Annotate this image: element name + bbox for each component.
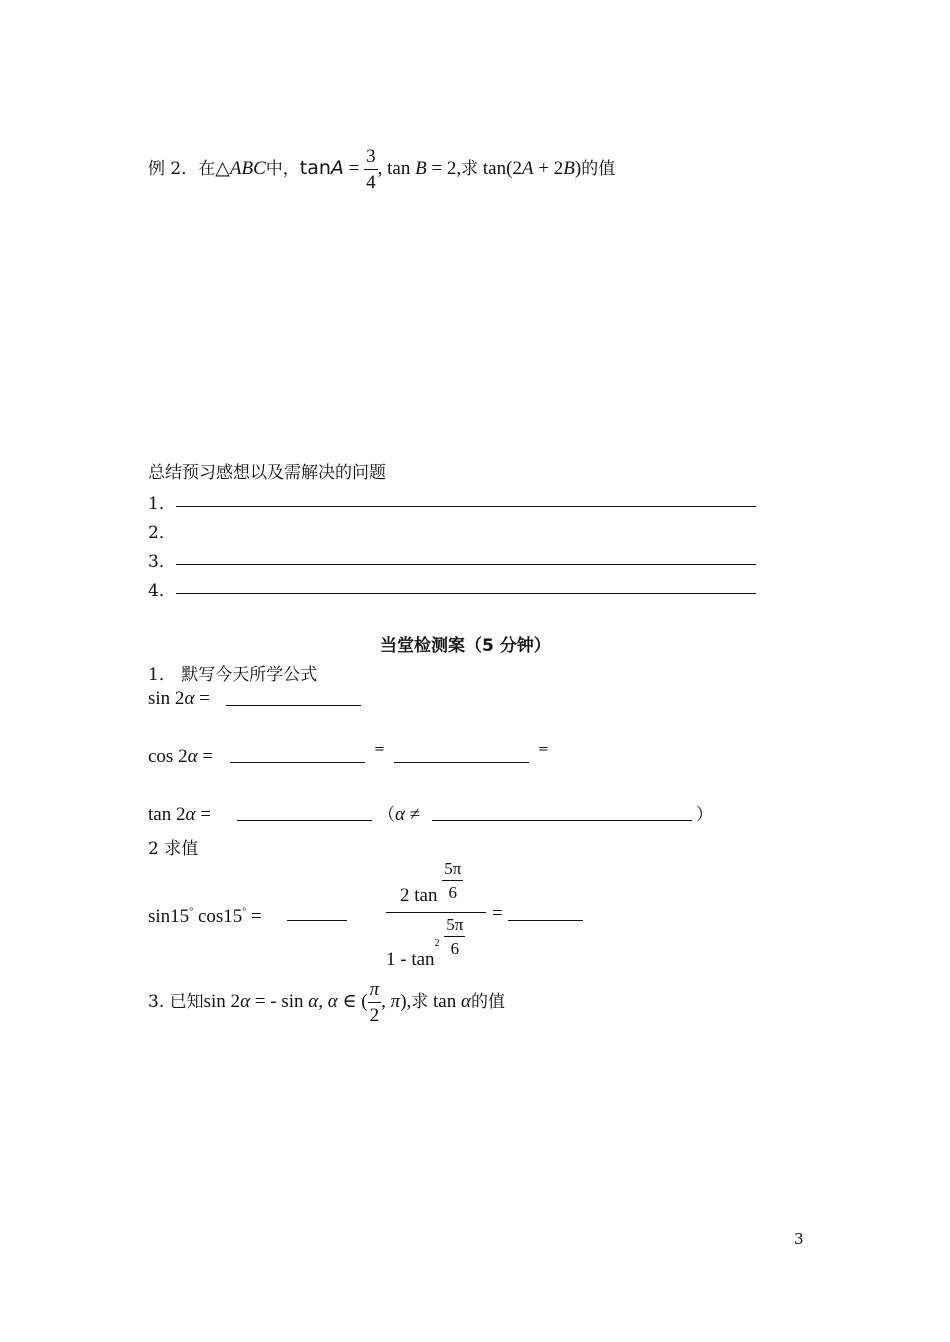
cos2a-equals-2: = (538, 742, 549, 757)
sin2a-label: sin 2 (148, 688, 185, 709)
fraction-3-4 (364, 147, 378, 192)
q3-prefix: 3. 已知 (148, 992, 204, 1012)
equals-2: = 2, (426, 158, 462, 179)
q3-tail: 的值 (470, 992, 505, 1012)
not-equal: ≠ (404, 804, 421, 825)
fivepi-2 (444, 916, 465, 937)
tan2a-blank (237, 820, 372, 821)
equals: = (194, 688, 210, 709)
fivepi-text: 5π (444, 859, 462, 878)
comma-2: , (381, 991, 391, 1012)
alpha-symbol: α (308, 991, 319, 1012)
q3-tan: tan (428, 991, 461, 1012)
angle-a-2: A (521, 158, 534, 179)
example-tail: 的值 (581, 159, 616, 179)
fivepi (442, 860, 463, 881)
tan-expr: tan(2 (478, 158, 522, 179)
tan2a-condition-blank (432, 820, 692, 821)
triangle-symbol: △ (215, 158, 230, 179)
angle-b-2: B (563, 158, 575, 179)
denominator-tan: 1 - tan (386, 948, 435, 970)
summary-heading: 总结预习感想以及需解决的问题 (148, 463, 386, 483)
equals: = (197, 746, 214, 767)
degree-symbol: ° (189, 906, 194, 918)
cos2a-blank-1 (230, 762, 365, 763)
cos2a-formula (148, 746, 213, 768)
example-label: 例 2．在 (148, 159, 216, 179)
fivepi-text-2: 5π (446, 915, 464, 934)
answer-line-3 (176, 564, 756, 565)
angle-a: A (330, 157, 344, 179)
alpha-symbol: α (461, 991, 471, 1012)
main-fraction-bar (386, 912, 486, 913)
question-2: 2 求值 (148, 839, 199, 859)
six: 6 (448, 883, 458, 902)
tan-label: tan (299, 157, 331, 179)
question-3 (148, 974, 505, 1030)
square-symbol: 2 (434, 937, 440, 949)
alpha-symbol: α (395, 804, 405, 825)
sin15-label: sin15 (148, 906, 190, 927)
pi-symbol: π (390, 991, 401, 1012)
q3-eq-minus-sin: = - sin (250, 991, 309, 1012)
close-paren: ) (574, 158, 582, 179)
fraction-blank (508, 920, 583, 921)
five-pi-over-six-2 (444, 916, 465, 957)
cos2a-blank-2 (394, 762, 529, 763)
equals: = (195, 804, 211, 825)
paren-close: ） (696, 805, 713, 825)
sin2a-blank (226, 705, 361, 706)
cos2a-equals-1: = (374, 742, 385, 757)
page-number: 3 (794, 1230, 804, 1248)
equals: = (246, 906, 262, 927)
angle-b: B (415, 158, 427, 179)
plus: + 2 (533, 158, 564, 179)
alpha-symbol: α (240, 991, 251, 1012)
summary-item-1: 1． (148, 494, 176, 514)
ask-text: 求 (461, 159, 479, 179)
test-title: 当堂检测案（5 分钟） (380, 636, 551, 656)
answer-line-4 (176, 593, 756, 594)
double-angle-fraction (386, 859, 486, 970)
q3-sin2: sin 2 (203, 991, 241, 1012)
alpha-symbol: α (185, 804, 196, 825)
degree-symbol: ° (242, 906, 247, 918)
paren-open: （ (378, 805, 395, 824)
tan2a-label: tan 2 (148, 804, 186, 825)
alpha-symbol: α (327, 991, 338, 1012)
fraction-equals: = (492, 903, 503, 924)
five-pi-over-six (442, 860, 463, 901)
tan2a-formula (148, 804, 211, 826)
triangle-name: ABC (229, 158, 266, 179)
sin2a-formula (148, 688, 210, 710)
example-2 (148, 142, 615, 194)
cos2a-label: cos 2 (148, 746, 188, 767)
numerator-tan: 2 tan (400, 884, 438, 906)
fraction-denominator (386, 915, 465, 970)
close-interval: ), (400, 991, 412, 1012)
six-2: 6 (450, 939, 460, 958)
alpha-symbol: α (184, 688, 195, 709)
summary-item-4: 4． (148, 581, 176, 601)
answer-line-1 (176, 506, 756, 507)
question-1: 1． 默写今天所学公式 (148, 665, 318, 685)
fraction-denominator: 4 (366, 172, 376, 193)
tan2a-condition (378, 800, 420, 826)
in-symbol: ∈ ( (337, 991, 368, 1012)
two-den: 2 (369, 1005, 380, 1026)
summary-item-2: 2． (148, 523, 176, 543)
summary-item-3: 3． (148, 552, 176, 572)
fraction-numerator: 3 (364, 147, 378, 170)
alpha-symbol: α (187, 746, 198, 767)
pi-over-two (368, 980, 382, 1025)
cos15-label: cos15 (193, 906, 243, 927)
pi-num: π (368, 980, 382, 1003)
fraction-numerator (400, 859, 463, 910)
sin15-blank (287, 920, 347, 921)
equals: = (343, 158, 365, 179)
tan-b-text: , tan (377, 158, 416, 179)
sin15cos15-expr (148, 906, 262, 928)
text-middle: 中， (265, 159, 300, 179)
q3-ask: 求 (411, 992, 429, 1012)
comma: , (318, 991, 328, 1012)
